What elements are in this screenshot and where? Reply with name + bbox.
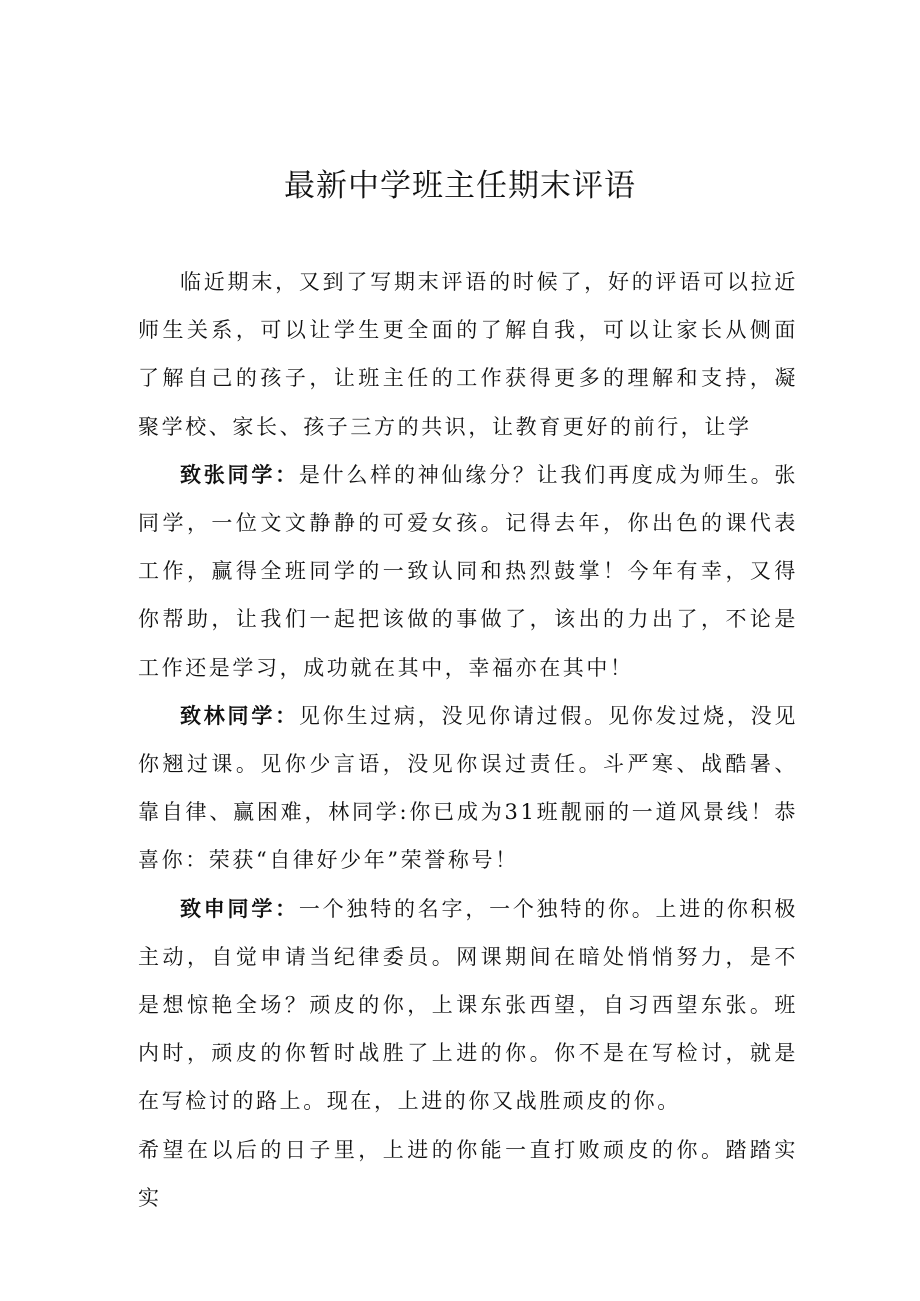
comment-text: 是什么样的神仙缘分？让我们再度成为师生。张同学，一位文文静静的可爱女孩。记得去年，你出色的课代表工作，赢得全班同学的一致认同和热烈鼓掌！今年有幸，又得你帮助，让我们一起把该做的事做了，该出的力出了，不论是工作还是学习，成功就在其中，幸福亦在其中！ <box>138 462 799 680</box>
comment-lead: 致林同学： <box>180 703 299 728</box>
intro-paragraph: 临近期末，又到了写期末评语的时候了，好的评语可以拉近师生关系，可以让学生更全面的了解自我，可以让家长从侧面了解自己的孩子，让班主任的工作获得更多的理解和支持，凝聚学校、家长、孩子三方的共识，让教育更好的前行，让学 <box>138 270 798 439</box>
closing-paragraph: 希望在以后的日子里，上进的你能一直打败顽皮的你。踏踏实实 <box>138 1137 798 1210</box>
comment-paragraph-zhang <box>138 451 798 692</box>
page-title: 最新中学班主任期末评语 <box>284 168 636 204</box>
comment-paragraph-lin <box>138 692 798 885</box>
comment-text: 一个独特的名字，一个独特的你。上进的你积极主动，自觉申请当纪律委员。网课期间在暗处悄悄努力，是不是想惊艳全场？顽皮的你，上课东张西望，自习西望东张。班内时，顽皮的你暂时战胜了上进的你。你不是在写检讨，就是在写检讨的路上。现在，上进的你又战胜顽皮的你。 <box>138 896 799 1114</box>
comment-paragraph-shen <box>138 885 798 1126</box>
comment-lead: 致申同学： <box>180 896 299 921</box>
comment-lead: 致张同学： <box>180 462 299 487</box>
document-body <box>138 258 798 1222</box>
comment-text: 见你生过病，没见你请过假。见你发过烧，没见你翘过课。见你少言语，没见你误过责任。斗严寒、战酷暑、靠自律、赢困难，林同学:你已成为31班靓丽的一道风景线！恭喜你：荣获“自律好少年”荣誉称号！ <box>138 703 799 873</box>
